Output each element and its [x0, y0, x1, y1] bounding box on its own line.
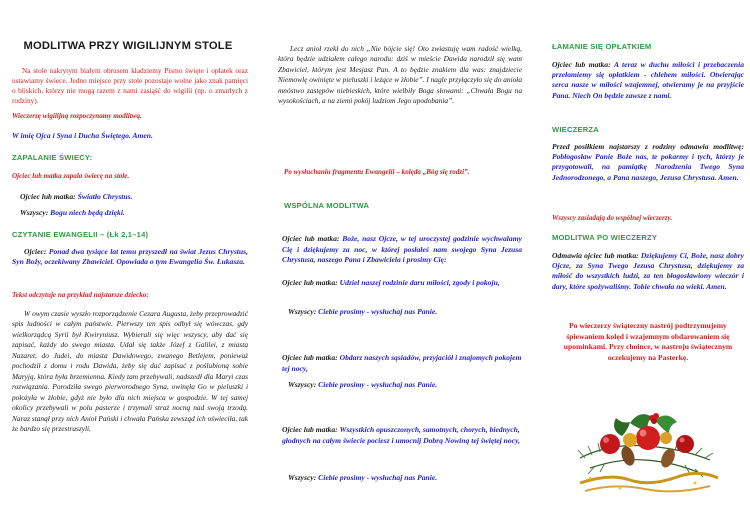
common-prayer	[282, 234, 522, 266]
gospel-intro	[12, 247, 248, 267]
header-wafer: ŁAMANIE SIĘ OPŁATKIEM	[552, 42, 652, 51]
petition-2-leader	[282, 353, 522, 374]
gospel-text: W owym czasie wyszło rozporządzenie Cezara Augusta, żeby przeprowadzić spis ludności w całym państwie. Pierwszy ten spis odbył się wówczas, gdy wielkorządcą Syrii był Kwiryniusz. Wybierali się więc wszyscy, aby dać się zapisać, każdy do swego miasta. Udał się także Józef z Galilei, z miasta Nazaret, do Judei, do miasta Dawidowego, zwanego Betlejem, ponieważ pochodził z domu i rodu Dawida, żeby się dać zapisać z poślubioną sobie Maryją, która była brzemienna. Kiedy tam przebywali, nadszedł dla Maryi czas rozwiązania. Porodziła swego pierworodnego Syna, owinęła Go w pieluszki i położyła w żłobie, gdyż nie było dla nich miejsca w gospodzie. W tej samej okolicy przebywali w polu pasterze i trzymali straż nocną nad swoją trzodą. Naraz stanął przy nich Anioł Pański i chwała Pańska zewsząd ich oświeciła, tak że bardzo się przestraszyli.	[12, 309, 248, 433]
rubric-sit: Wszyscy zasiadają do wspólnej wieczerzy.	[552, 214, 673, 222]
common-leader-text: Boże, nasz Ojcze, w tej uroczystej godzinie wychwalamy Cię i dziękujemy za noc, w której posłałeś nam swojego Syna Jezusa Chrystusa, naszego Pana i Zbawiciela i prosimy Cię:	[282, 234, 522, 265]
supper-prayer	[552, 142, 744, 183]
petition-all-text: Ciebie prosimy - wysłuchaj nas Panie.	[318, 380, 438, 389]
candle-all-text: Bogu niech będą dzięki.	[50, 208, 125, 217]
petition-1-leader	[282, 278, 522, 289]
gospel-continuation: Lecz anioł rzekł do nich „Nie bójcie się! Oto zwiastuję wam radość wielką, która będzie udziałem całego narodu: dziś w mieście Dawida narodził się wam Zbawiciel, którym jest Mesjasz Pan. A to będzie znakiem dla was: znajdziecie Niemowlę owinięte w pieluszki i leżące w żłobie”. I nagle przyłączyło się do anioła mnóstwo zastępów niebieskich, które wielbiły Boga słowami: „Chwała Bogu na wysokościach, a na ziemi pokój ludziom Jego upodobania”.	[278, 44, 522, 106]
after-text: Dziękujemy Ci, Boże, nasz dobry Ojcze, za Syna Twego Jezusa Chrystusa, dziękujemy za miłość do wszystkich ludzi, za ten błogosławiony wieczór i dary, które spożywaliśmy. Tobie chwała na wieki. Amen.	[552, 251, 744, 291]
petition-all-label: Wszyscy:	[288, 473, 317, 482]
column-2	[278, 0, 522, 530]
christmas-ornament-icon	[570, 388, 720, 500]
sign-of-cross: W imię Ojca i Syna i Ducha Świętego. Amen.	[12, 131, 153, 140]
petition-leader-text: Wszystkich opuszczonych, samotnych, chorych, biednych, głodnych na całym świecie pociesz i umocnij Dobrą Nowiną tej świętej nocy,	[282, 425, 521, 445]
rubric-carol: Po wysłuchaniu fragmentu Ewangelii – kolęda „Bóg się rodzi”.	[284, 168, 470, 176]
after-label: Odmawia ojciec lub matka:	[552, 251, 639, 260]
header-candle: ZAPALANIE ŚWIECY:	[12, 153, 93, 162]
candle-leader-line	[20, 192, 248, 202]
header-gospel: CZYTANIE EWANGELII – (Łk 2,1–14)	[12, 230, 149, 239]
wafer-text: A teraz w duchu miłości i przebaczenia przełamiemy się opłatkiem - chlebem miłości. Otwierając serca nasze w miłości wzajemnej, otwieramy je na przyjście Pana. Niech On będzie zawsze z nami.	[552, 60, 744, 100]
column-1	[8, 0, 248, 530]
petition-all-text: Ciebie prosimy - wysłuchaj nas Panie.	[318, 473, 438, 482]
petition-3-leader	[282, 425, 522, 446]
header-supper: WIECZERZA	[552, 125, 599, 134]
candle-leader-label: Ojciec lub matka:	[20, 192, 76, 201]
petition-leader-text: Udziel naszej rodzinie daru miłości, zgody i pokoju,	[339, 278, 500, 287]
wafer-prayer	[552, 60, 744, 101]
petition-2-response	[288, 380, 522, 390]
petition-leader-label: Ojciec lub matka:	[282, 278, 338, 287]
petition-leader-label: Ojciec lub matka:	[282, 425, 338, 434]
rubric-candle: Ojciec lub matka zapala świecę na stole.	[12, 172, 130, 180]
page-title: MODLITWA PRZY WIGILIJNYM STOLE	[23, 40, 233, 52]
intro-text: Na stole nakrytym białym obrusem kładziemy Pismo święte i opłatek oraz ustawiamy świece. Jedno miejsce przy stole pozostaje wolne jako znak pamięci o bliskich, którzy nie mogą razem z nami zasiąść do wigilii (np. o zmarłych z rodziny).	[12, 66, 248, 106]
supper-label: Przed posiłkiem najstarszy z rodziny odmawia modlitwę:	[552, 142, 744, 151]
petition-all-label: Wszyscy:	[288, 380, 317, 389]
petition-leader-label: Ojciec lub matka:	[282, 353, 338, 362]
candle-all-label: Wszyscy:	[20, 208, 49, 217]
candle-all-line	[20, 208, 248, 218]
gospel-leader-text: Ponad dwa tysiące lat temu przyszedł na świat Jezus Chrystus, Syn Boży, oczekiwany Zbawiciel. Opowiada o tym Ewangelia Św. Łukasza.	[12, 247, 248, 266]
closing-text: Po wieczerzy świąteczny nastrój podtrzymujemy śpiewaniem kolęd i wzajemnym obdarowaniem się upominkami. Przy choince, w nastroju świątecznym oczekujemy na Pasterkę.	[563, 321, 733, 362]
after-supper-prayer	[552, 251, 744, 292]
petition-3-response	[288, 473, 522, 483]
supper-text: Pobłogosław Panie Boże nas, te pokarmy i tych, którzy je przygotowali, na pamiątkę Narodzenia Twego Syna Jednorodzonego, a Pana naszego, Jezusa Chrystusa. Amen.	[552, 152, 744, 182]
header-after-supper: MODLITWA PO WIECZERZY	[552, 233, 658, 242]
common-leader-label: Ojciec lub matka:	[282, 234, 340, 243]
petition-all-text: Ciebie prosimy - wysłuchaj nas Panie.	[318, 307, 438, 316]
rubric-reading: Tekst odczytuje na przykład najstarsze dziecko:	[12, 291, 149, 299]
gospel-leader-label: Ojciec:	[24, 247, 47, 256]
rubric-begin: Wieczerzę wigilijną rozpoczynamy modlitwą.	[12, 112, 142, 120]
header-common-prayer: WSPÓLNA MODLITWA	[284, 201, 370, 210]
candle-leader-text: Światło Chrystus.	[77, 192, 133, 201]
wafer-label: Ojciec lub matka:	[552, 60, 611, 69]
petition-all-label: Wszyscy:	[288, 307, 317, 316]
petition-1-response	[288, 307, 522, 317]
petition-leader-text: Obdarz naszych sąsiadów, przyjaciół i znajomych pokojem tej nocy,	[282, 353, 522, 373]
